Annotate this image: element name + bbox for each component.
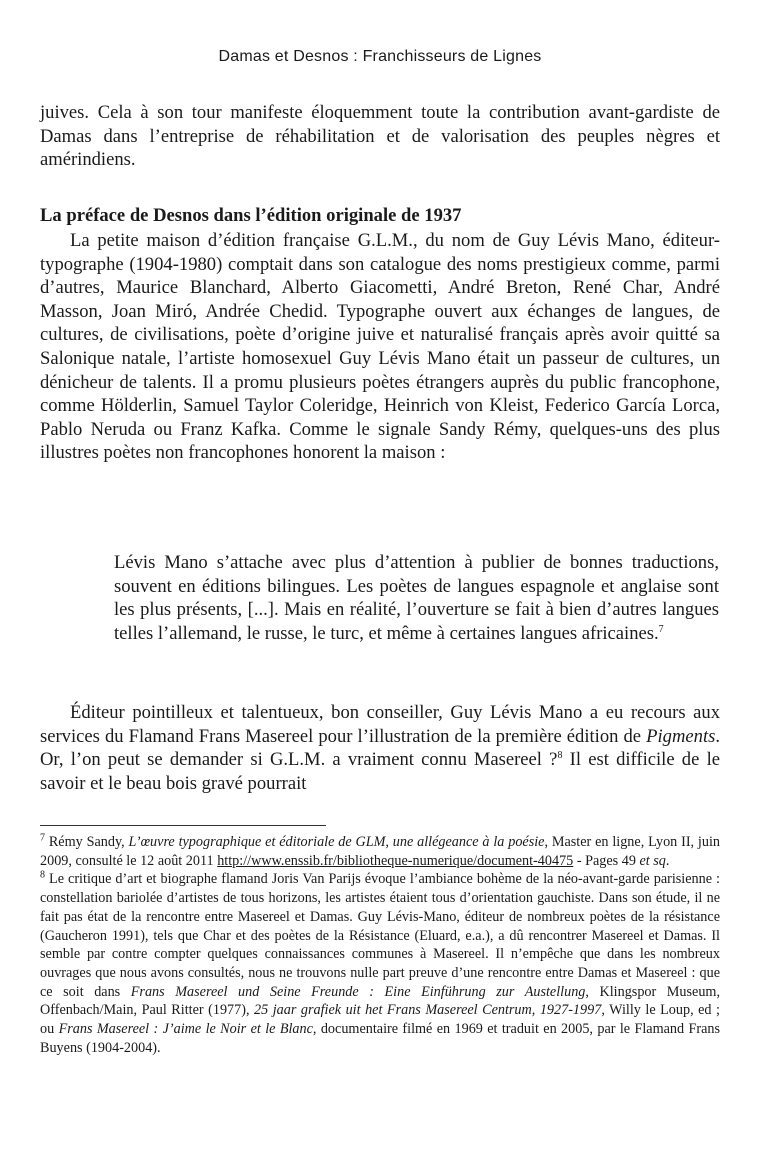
footnote-7-text-b: , Master en ligne, Lyon II, juin 2009, consulté le 12 août 2011 (40, 834, 720, 869)
footnote-ref-7[interactable]: 7 (658, 623, 664, 635)
footnote-7-text-d: . (665, 852, 670, 869)
footnote-7-link[interactable]: http://www.enssib.fr/bibliotheque-numerique/document-40475 (217, 852, 574, 869)
footnote-7-text-a: Rémy Sandy, (45, 834, 129, 850)
footnote-8-marker: 8 (40, 869, 45, 881)
paragraph-3-text-a: Éditeur pointilleux et talentueux, bon conseiller, Guy Lévis Mano a eu recours aux services du Flamand Frans Masereel pour l’illustration de la première édition de (40, 702, 720, 747)
footnote-7-text-c: - Pages 49 (573, 852, 640, 869)
footnote-7-title: L’œuvre typographique et éditoriale de GLM, une allégeance à la poésie (128, 834, 545, 850)
footnote-8-title-1: Frans Masereel und Seine Freunde : Eine Einführung zur Austellung (130, 983, 586, 1000)
footnotes (40, 833, 720, 1057)
footnote-8-text-c: , Willy le Loup, ed ; ou (40, 1002, 720, 1038)
footnote-8-text-a: Le critique d’art et biographe flamand Joris Van Parijs évoque l’ambiance bohème de la néo-avant-garde parisienne : constellation bariolée d’artistes de tous horizons, les artistes étaient tous d’orientation gauchiste. Dans son étude, il ne fait pas état de la rencontre entre Masereel et Damas. Guy Lévis-Mano, éditeur de nombreux poètes de la résistance (Gaucheron 1991), tels que Char et des poètes de la Résistance (Eluard, e.a.), a dû rencontrer Masereel et Damas. Il semble par contre compter quelques connaissances communes à Masereel. Il n’empêche que dans les nombreux ouvrages que nous avons consultés, nous ne trouvons nulle part preuve d’une rencontre entre Damas et Masereel : que ce soit dans (40, 871, 720, 1000)
footnote-7 (40, 833, 720, 870)
footnote-8-text-d: , documentaire filmé en 1969 et traduit en 2005, par le Flamand Frans Buyens (1904-2004). (40, 1021, 721, 1056)
footnote-8-title-3: Frans Masereel : J’aime le Noir et le Blanc (58, 1021, 313, 1038)
block-quote (114, 551, 719, 645)
paragraph-3 (40, 701, 720, 795)
footnote-8 (40, 870, 720, 1057)
footnote-ref-8[interactable]: 8 (557, 750, 563, 761)
footnote-7-marker: 7 (40, 832, 45, 844)
paragraph-2: La petite maison d’édition française G.L.M., du nom de Guy Lévis Mano, éditeur-typographe (1904-1980) comptait dans son catalogue des noms prestigieux comme, parmi d’autres, Maurice Blanchard, Alberto Giacometti, André Breton, René Char, André Masson, Joan Miró, Andrée Chedid. Typographe ouvert aux échanges de langues, de cultures, de civilisations, poète d’origine juive et naturalisé français après avoir quitté sa Salonique natale, l’artiste homosexuel Guy Lévis Mano était un passeur de cultures, un dénicheur de talents. Il a promu plusieurs poètes étrangers auprès du public francophone, comme Hölderlin, Samuel Taylor Coleridge, Heinrich von Kleist, Federico García Lorca, Pablo Neruda ou Franz Kafka. Comme le signale Sandy Rémy, quelques-uns des plus illustres poètes non francophones honorent la maison : (40, 230, 720, 464)
footnote-8-text-b: , Klingspor Museum, Offenbach/Main, Paul Ritter (1977), (40, 983, 720, 1019)
footnote-7-et-sq: et sq (639, 852, 666, 869)
paragraph-3-text-b: . Or, l’on peut se demander si G.L.M. a vraiment connu Masereel ? (40, 725, 720, 771)
block-quote-text: Lévis Mano s’attache avec plus d’attention à publier de bonnes traductions, souvent en éditions bilingues. Les poètes de langues espagnole et anglaise sont les plus présents, [...]. Mais en réalité, l’ouverture se fait à bien d’autres langues telles l’allemand, le russe, le turc, et même à certaines langues africaines. (114, 552, 719, 644)
footnote-8-title-2: 25 jaar grafiek uit het Frans Masereel Centrum, 1927-1997 (254, 1002, 602, 1019)
section-heading: La préface de Desnos dans l’édition originale de 1937 (40, 205, 462, 226)
running-header: Damas et Desnos : Franchisseurs de Lignes (218, 48, 542, 65)
paragraph-1: juives. Cela à son tour manifeste éloquemment toute la contribution avant-gardiste de Damas dans l’entreprise de réhabilitation et de valorisation des peuples nègres et amérindiens. (40, 102, 720, 171)
footnote-separator (40, 825, 326, 826)
paragraph-3-text-c: Il est difficile de le savoir et le beau bois gravé pourrait (40, 749, 720, 794)
pigments-title: Pigments (646, 725, 716, 747)
